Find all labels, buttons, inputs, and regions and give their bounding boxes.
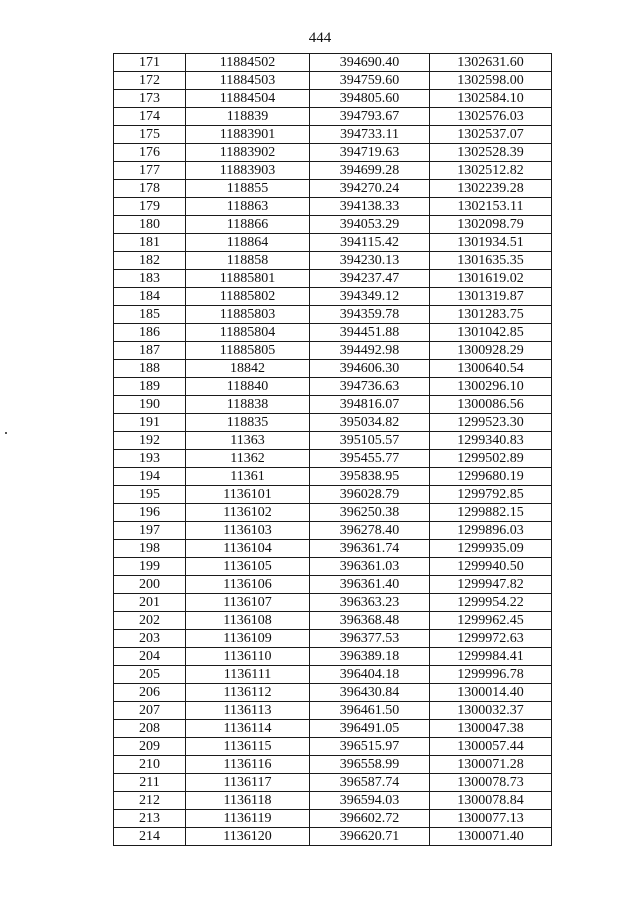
table-row (114, 558, 552, 576)
table-row (114, 504, 552, 522)
x-coordinate-cell: 396404.18 (310, 666, 430, 684)
y-coordinate-cell: 1302153.11 (430, 198, 552, 216)
page-number: 444 (308, 30, 332, 46)
point-id-cell: 11885803 (186, 306, 310, 324)
point-id-cell: 1136119 (186, 810, 310, 828)
y-coordinate-cell: 1302239.28 (430, 180, 552, 198)
row-number-cell: 171 (114, 54, 186, 72)
point-id-cell: 1136112 (186, 684, 310, 702)
x-coordinate-cell: 396368.48 (310, 612, 430, 630)
point-id-cell: 118858 (186, 252, 310, 270)
x-coordinate-cell: 395455.77 (310, 450, 430, 468)
table-row (114, 306, 552, 324)
point-id-cell: 11884502 (186, 54, 310, 72)
row-number-cell: 187 (114, 342, 186, 360)
x-coordinate-cell: 394270.24 (310, 180, 430, 198)
y-coordinate-cell: 1302537.07 (430, 126, 552, 144)
point-id-cell: 11883901 (186, 126, 310, 144)
row-number-cell: 190 (114, 396, 186, 414)
point-id-cell: 1136111 (186, 666, 310, 684)
point-id-cell: 118838 (186, 396, 310, 414)
y-coordinate-cell: 1300086.56 (430, 396, 552, 414)
table-row (114, 162, 552, 180)
x-coordinate-cell: 396361.03 (310, 558, 430, 576)
point-id-cell: 11884504 (186, 90, 310, 108)
point-id-cell: 118864 (186, 234, 310, 252)
x-coordinate-cell: 394690.40 (310, 54, 430, 72)
table-row (114, 324, 552, 342)
table-row (114, 450, 552, 468)
y-coordinate-cell: 1299792.85 (430, 486, 552, 504)
row-number-cell: 199 (114, 558, 186, 576)
point-id-cell: 11362 (186, 450, 310, 468)
x-coordinate-cell: 396620.71 (310, 828, 430, 846)
table-row (114, 684, 552, 702)
y-coordinate-cell: 1301635.35 (430, 252, 552, 270)
y-coordinate-cell: 1299962.45 (430, 612, 552, 630)
row-number-cell: 173 (114, 90, 186, 108)
table-row (114, 270, 552, 288)
x-coordinate-cell: 395105.57 (310, 432, 430, 450)
y-coordinate-cell: 1301283.75 (430, 306, 552, 324)
table-row (114, 252, 552, 270)
point-id-cell: 1136104 (186, 540, 310, 558)
row-number-cell: 193 (114, 450, 186, 468)
x-coordinate-cell: 394230.13 (310, 252, 430, 270)
y-coordinate-cell: 1301934.51 (430, 234, 552, 252)
x-coordinate-cell: 394606.30 (310, 360, 430, 378)
y-coordinate-cell: 1299996.78 (430, 666, 552, 684)
point-id-cell: 118840 (186, 378, 310, 396)
y-coordinate-cell: 1301042.85 (430, 324, 552, 342)
table-row (114, 360, 552, 378)
table-row (114, 432, 552, 450)
row-number-cell: 177 (114, 162, 186, 180)
y-coordinate-cell: 1300057.44 (430, 738, 552, 756)
row-number-cell: 185 (114, 306, 186, 324)
x-coordinate-cell: 396515.97 (310, 738, 430, 756)
y-coordinate-cell: 1302098.79 (430, 216, 552, 234)
x-coordinate-cell: 396461.50 (310, 702, 430, 720)
table-row (114, 756, 552, 774)
point-id-cell: 1136114 (186, 720, 310, 738)
table-row (114, 792, 552, 810)
x-coordinate-cell: 394138.33 (310, 198, 430, 216)
row-number-cell: 200 (114, 576, 186, 594)
x-coordinate-cell: 396594.03 (310, 792, 430, 810)
point-id-cell: 11885805 (186, 342, 310, 360)
table-row (114, 414, 552, 432)
table-row (114, 810, 552, 828)
row-number-cell: 184 (114, 288, 186, 306)
point-id-cell: 11885802 (186, 288, 310, 306)
row-number-cell: 189 (114, 378, 186, 396)
table-row (114, 342, 552, 360)
x-coordinate-cell: 394759.60 (310, 72, 430, 90)
row-number-cell: 204 (114, 648, 186, 666)
row-number-cell: 178 (114, 180, 186, 198)
point-id-cell: 1136106 (186, 576, 310, 594)
row-number-cell: 211 (114, 774, 186, 792)
x-coordinate-cell: 394349.12 (310, 288, 430, 306)
row-number-cell: 181 (114, 234, 186, 252)
coordinates-table (113, 53, 552, 846)
y-coordinate-cell: 1302631.60 (430, 54, 552, 72)
row-number-cell: 179 (114, 198, 186, 216)
table-row (114, 288, 552, 306)
x-coordinate-cell: 395034.82 (310, 414, 430, 432)
x-coordinate-cell: 394719.63 (310, 144, 430, 162)
table-row (114, 54, 552, 72)
point-id-cell: 1136118 (186, 792, 310, 810)
y-coordinate-cell: 1301319.87 (430, 288, 552, 306)
row-number-cell: 182 (114, 252, 186, 270)
point-id-cell: 11883903 (186, 162, 310, 180)
y-coordinate-cell: 1299947.82 (430, 576, 552, 594)
row-number-cell: 191 (114, 414, 186, 432)
x-coordinate-cell: 396361.74 (310, 540, 430, 558)
row-number-cell: 183 (114, 270, 186, 288)
table-row (114, 198, 552, 216)
y-coordinate-cell: 1299502.89 (430, 450, 552, 468)
row-number-cell: 196 (114, 504, 186, 522)
y-coordinate-cell: 1300928.29 (430, 342, 552, 360)
point-id-cell: 1136102 (186, 504, 310, 522)
point-id-cell: 1136105 (186, 558, 310, 576)
x-coordinate-cell: 394359.78 (310, 306, 430, 324)
point-id-cell: 11883902 (186, 144, 310, 162)
x-coordinate-cell: 396430.84 (310, 684, 430, 702)
y-coordinate-cell: 1302528.39 (430, 144, 552, 162)
x-coordinate-cell: 396602.72 (310, 810, 430, 828)
y-coordinate-cell: 1299680.19 (430, 468, 552, 486)
point-id-cell: 118839 (186, 108, 310, 126)
row-number-cell: 198 (114, 540, 186, 558)
point-id-cell: 1136110 (186, 648, 310, 666)
y-coordinate-cell: 1302576.03 (430, 108, 552, 126)
x-coordinate-cell: 394805.60 (310, 90, 430, 108)
table-row (114, 648, 552, 666)
row-number-cell: 192 (114, 432, 186, 450)
point-id-cell: 118866 (186, 216, 310, 234)
row-number-cell: 212 (114, 792, 186, 810)
y-coordinate-cell: 1300047.38 (430, 720, 552, 738)
row-number-cell: 201 (114, 594, 186, 612)
row-number-cell: 208 (114, 720, 186, 738)
table-row (114, 486, 552, 504)
x-coordinate-cell: 396278.40 (310, 522, 430, 540)
table-row (114, 144, 552, 162)
x-coordinate-cell: 394699.28 (310, 162, 430, 180)
row-number-cell: 207 (114, 702, 186, 720)
x-coordinate-cell: 396587.74 (310, 774, 430, 792)
table-row (114, 576, 552, 594)
table-row (114, 738, 552, 756)
row-number-cell: 210 (114, 756, 186, 774)
table-row (114, 630, 552, 648)
table-row (114, 234, 552, 252)
x-coordinate-cell: 394816.07 (310, 396, 430, 414)
x-coordinate-cell: 396028.79 (310, 486, 430, 504)
x-coordinate-cell: 396377.53 (310, 630, 430, 648)
y-coordinate-cell: 1300296.10 (430, 378, 552, 396)
table-row (114, 774, 552, 792)
y-coordinate-cell: 1300032.37 (430, 702, 552, 720)
y-coordinate-cell: 1299954.22 (430, 594, 552, 612)
table-row (114, 720, 552, 738)
x-coordinate-cell: 394733.11 (310, 126, 430, 144)
x-coordinate-cell: 396389.18 (310, 648, 430, 666)
table-row (114, 828, 552, 846)
table-row (114, 126, 552, 144)
point-id-cell: 118863 (186, 198, 310, 216)
point-id-cell: 1136107 (186, 594, 310, 612)
table-row (114, 396, 552, 414)
point-id-cell: 11361 (186, 468, 310, 486)
point-id-cell: 1136113 (186, 702, 310, 720)
point-id-cell: 1136116 (186, 756, 310, 774)
x-coordinate-cell: 394492.98 (310, 342, 430, 360)
table-row (114, 612, 552, 630)
row-number-cell: 203 (114, 630, 186, 648)
y-coordinate-cell: 1299896.03 (430, 522, 552, 540)
table-row (114, 180, 552, 198)
x-coordinate-cell: 394451.88 (310, 324, 430, 342)
coordinates-table-body (114, 54, 552, 846)
row-number-cell: 176 (114, 144, 186, 162)
y-coordinate-cell: 1300077.13 (430, 810, 552, 828)
row-number-cell: 214 (114, 828, 186, 846)
y-coordinate-cell: 1299523.30 (430, 414, 552, 432)
y-coordinate-cell: 1299935.09 (430, 540, 552, 558)
y-coordinate-cell: 1300078.73 (430, 774, 552, 792)
y-coordinate-cell: 1300640.54 (430, 360, 552, 378)
row-number-cell: 172 (114, 72, 186, 90)
x-coordinate-cell: 394115.42 (310, 234, 430, 252)
row-number-cell: 209 (114, 738, 186, 756)
y-coordinate-cell: 1300071.28 (430, 756, 552, 774)
row-number-cell: 197 (114, 522, 186, 540)
point-id-cell: 118835 (186, 414, 310, 432)
y-coordinate-cell: 1300014.40 (430, 684, 552, 702)
row-number-cell: 188 (114, 360, 186, 378)
x-coordinate-cell: 396250.38 (310, 504, 430, 522)
point-id-cell: 11884503 (186, 72, 310, 90)
row-number-cell: 180 (114, 216, 186, 234)
y-coordinate-cell: 1302512.82 (430, 162, 552, 180)
y-coordinate-cell: 1299882.15 (430, 504, 552, 522)
table-row (114, 108, 552, 126)
point-id-cell: 18842 (186, 360, 310, 378)
table-row (114, 522, 552, 540)
point-id-cell: 118855 (186, 180, 310, 198)
x-coordinate-cell: 394053.29 (310, 216, 430, 234)
table-row (114, 702, 552, 720)
y-coordinate-cell: 1301619.02 (430, 270, 552, 288)
x-coordinate-cell: 394793.67 (310, 108, 430, 126)
point-id-cell: 1136120 (186, 828, 310, 846)
point-id-cell: 1136117 (186, 774, 310, 792)
y-coordinate-cell: 1299972.63 (430, 630, 552, 648)
table-row (114, 90, 552, 108)
table-row (114, 378, 552, 396)
y-coordinate-cell: 1299984.41 (430, 648, 552, 666)
y-coordinate-cell: 1299340.83 (430, 432, 552, 450)
point-id-cell: 1136108 (186, 612, 310, 630)
row-number-cell: 206 (114, 684, 186, 702)
x-coordinate-cell: 396363.23 (310, 594, 430, 612)
x-coordinate-cell: 394736.63 (310, 378, 430, 396)
table-row (114, 468, 552, 486)
table-row (114, 540, 552, 558)
row-number-cell: 202 (114, 612, 186, 630)
point-id-cell: 1136115 (186, 738, 310, 756)
x-coordinate-cell: 396491.05 (310, 720, 430, 738)
x-coordinate-cell: 394237.47 (310, 270, 430, 288)
y-coordinate-cell: 1300078.84 (430, 792, 552, 810)
y-coordinate-cell: 1302598.00 (430, 72, 552, 90)
y-coordinate-cell: 1302584.10 (430, 90, 552, 108)
x-coordinate-cell: 396361.40 (310, 576, 430, 594)
x-coordinate-cell: 396558.99 (310, 756, 430, 774)
table-row (114, 216, 552, 234)
point-id-cell: 11885804 (186, 324, 310, 342)
table-row (114, 594, 552, 612)
row-number-cell: 195 (114, 486, 186, 504)
table-row (114, 72, 552, 90)
y-coordinate-cell: 1300071.40 (430, 828, 552, 846)
row-number-cell: 186 (114, 324, 186, 342)
point-id-cell: 1136109 (186, 630, 310, 648)
row-number-cell: 174 (114, 108, 186, 126)
point-id-cell: 1136101 (186, 486, 310, 504)
row-number-cell: 194 (114, 468, 186, 486)
x-coordinate-cell: 395838.95 (310, 468, 430, 486)
row-number-cell: 205 (114, 666, 186, 684)
row-number-cell: 175 (114, 126, 186, 144)
point-id-cell: 11885801 (186, 270, 310, 288)
row-number-cell: 213 (114, 810, 186, 828)
table-row (114, 666, 552, 684)
point-id-cell: 1136103 (186, 522, 310, 540)
y-coordinate-cell: 1299940.50 (430, 558, 552, 576)
scan-speck (5, 432, 7, 434)
point-id-cell: 11363 (186, 432, 310, 450)
